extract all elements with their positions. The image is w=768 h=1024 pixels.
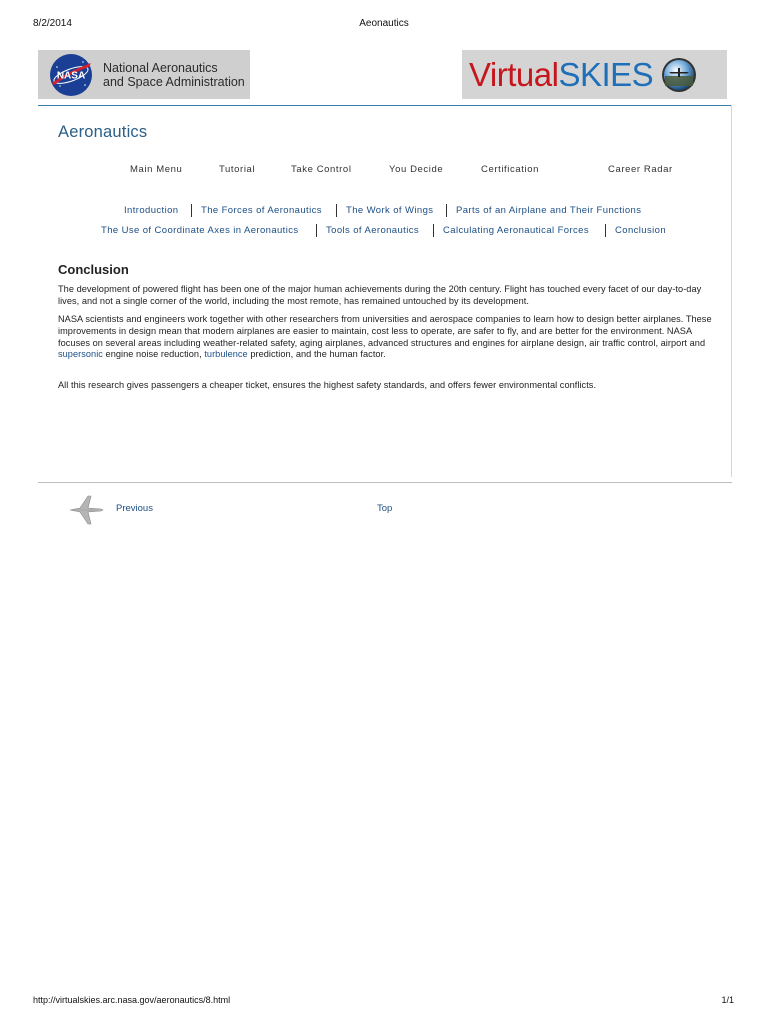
paragraph-2 bbox=[58, 314, 720, 361]
paragraph-2-text: NASA scientists and engineers work together with other researchers from universities and aerospace companies to learn how to design better airplanes. These improvements in design mean that modern airplanes are easier to maintain, cost less to operate, are safer to fly, and are better for the environment. NASA focuses on several areas including weather-related safety, aging airplanes, advanced structures and engines for airplane design, air traffic control, airport and bbox=[58, 314, 712, 348]
menu-item-certification[interactable]: Certification bbox=[481, 164, 539, 175]
print-url: http://virtualskies.arc.nasa.gov/aeronautics/8.html bbox=[33, 995, 231, 1005]
nasa-name bbox=[103, 61, 245, 89]
print-title: Aeonautics bbox=[359, 18, 409, 29]
menu-item-main-menu[interactable]: Main Menu bbox=[130, 164, 183, 175]
nasa-name-line1: National Aeronautics bbox=[103, 60, 218, 75]
header-rule bbox=[38, 105, 732, 106]
section-heading: Conclusion bbox=[58, 262, 129, 277]
subnav-separator bbox=[191, 204, 192, 217]
subnav-tools-of-aeronautics[interactable]: Tools of Aeronautics bbox=[326, 225, 420, 236]
subnav-forces-of-aeronautics[interactable]: The Forces of Aeronautics bbox=[201, 205, 322, 216]
menu-item-tutorial[interactable]: Tutorial bbox=[219, 164, 256, 175]
nasa-name-line2: and Space Administration bbox=[103, 74, 245, 89]
virtual-skies-banner[interactable] bbox=[462, 50, 727, 99]
globe-icon bbox=[661, 57, 697, 93]
menu-item-take-control[interactable]: Take Control bbox=[291, 164, 352, 175]
paragraph-3: All this research gives passengers a cheaper ticket, ensures the highest safety standards, and offers fewer environmental conflicts. bbox=[58, 380, 597, 390]
print-date: 8/2/2014 bbox=[33, 18, 72, 29]
virtual-skies-logo bbox=[469, 50, 653, 99]
subnav-calculating-forces[interactable]: Calculating Aeronautical Forces bbox=[443, 225, 589, 236]
paragraph-2-text: engine noise reduction, bbox=[102, 349, 205, 360]
page-title: Aeronautics bbox=[58, 123, 148, 141]
svg-text:NASA: NASA bbox=[56, 70, 86, 81]
paragraph-1: The development of powered flight has been one of the major human achievements during the 20th century. Flight has touched every facet of our day-to-day lives, and not a single corner of the world, including the most remote, has remained untouched by its development. bbox=[58, 284, 702, 306]
subnav-separator bbox=[316, 224, 317, 237]
footer-rule bbox=[38, 482, 732, 483]
skies-word: SKIES bbox=[558, 56, 654, 93]
subnav-parts-of-airplane[interactable]: Parts of an Airplane and Their Functions bbox=[456, 205, 642, 216]
subnav-conclusion[interactable]: Conclusion bbox=[615, 225, 666, 236]
paragraph-2-text: prediction, and the human factor. bbox=[247, 349, 386, 360]
subnav-separator bbox=[446, 204, 447, 217]
subnav-separator bbox=[433, 224, 434, 237]
menu-item-career-radar[interactable]: Career Radar bbox=[608, 164, 673, 175]
nasa-banner[interactable] bbox=[38, 50, 250, 99]
subnav-separator bbox=[605, 224, 606, 237]
subnav-coordinate-axes[interactable]: The Use of Coordinate Axes in Aeronautics bbox=[101, 225, 299, 236]
nasa-logo-icon bbox=[49, 53, 93, 97]
supersonic-link[interactable]: supersonic bbox=[58, 349, 103, 360]
airplane-icon[interactable] bbox=[68, 494, 104, 526]
subnav-separator bbox=[336, 204, 337, 217]
subnav-introduction[interactable]: Introduction bbox=[124, 205, 179, 216]
top-link[interactable]: Top bbox=[377, 503, 393, 514]
turbulence-link[interactable]: turbulence bbox=[204, 349, 248, 360]
virtual-word: Virtual bbox=[469, 56, 559, 93]
subnav-work-of-wings[interactable]: The Work of Wings bbox=[346, 205, 434, 216]
content-border bbox=[731, 105, 732, 477]
previous-link[interactable]: Previous bbox=[116, 503, 153, 514]
menu-item-you-decide[interactable]: You Decide bbox=[389, 164, 444, 175]
print-page-number: 1/1 bbox=[721, 995, 734, 1005]
